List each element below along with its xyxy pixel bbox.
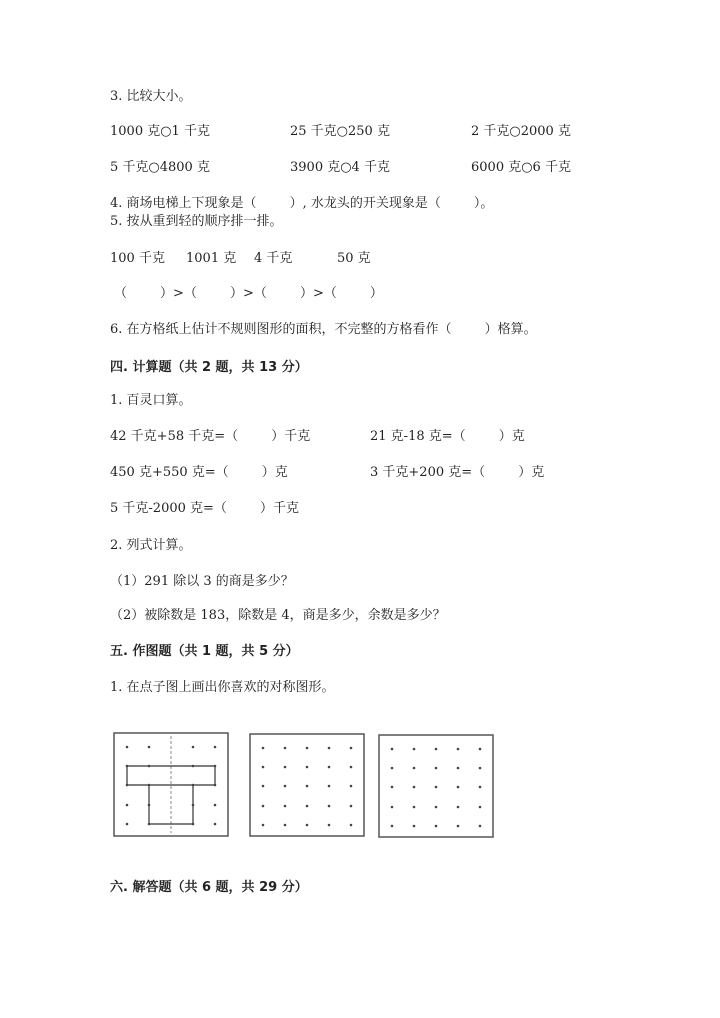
- grid-dot: [435, 767, 438, 770]
- grid-dot: [457, 806, 460, 809]
- grid-dot: [306, 747, 309, 750]
- calc-item: 3 千克+200 克=（ ）克: [370, 465, 545, 480]
- grid-dot: [457, 786, 460, 789]
- grid-dot: [457, 825, 460, 828]
- grid-dot: [126, 746, 129, 749]
- grid-dot: [284, 785, 287, 788]
- grid-dot: [350, 805, 353, 808]
- grid-dot: [262, 747, 265, 750]
- grid-dot: [328, 785, 331, 788]
- section-6-title: 六. 解答题（共 6 题，共 29 分）: [110, 880, 308, 895]
- grid-dot: [306, 766, 309, 769]
- grid-dot: [306, 824, 309, 827]
- weight-item: 50 克: [337, 251, 371, 266]
- grid-dot: [192, 804, 195, 807]
- calc-item: 42 千克+58 千克=（ ）千克: [110, 429, 311, 444]
- grid-dot: [262, 824, 265, 827]
- grid-dot: [457, 748, 460, 751]
- grid-dot: [192, 746, 195, 749]
- section-4-title: 四. 计算题（共 2 题，共 13 分）: [110, 360, 308, 375]
- compare-item: 6000 克○6 千克: [471, 160, 571, 175]
- q3-title: 3. 比较大小。: [110, 89, 192, 104]
- grid-dot: [306, 805, 309, 808]
- dot-grid-blank: [378, 734, 494, 838]
- compare-item: 1000 克○1 千克: [110, 124, 210, 139]
- q2-item: （2）被除数是 183，除数是 4，商是多少，余数是多少？: [110, 608, 446, 623]
- grid-dot: [391, 786, 394, 789]
- q4-text: 4. 商场电梯上下现象是（ ）, 水龙头的开关现象是（ ）。: [110, 196, 494, 211]
- grid-dot: [435, 825, 438, 828]
- grid-dot: [148, 784, 151, 787]
- grid-dot: [214, 823, 217, 826]
- grid-dot: [328, 747, 331, 750]
- grid-dot: [413, 767, 416, 770]
- q5-title: 5. 按从重到轻的顺序排一排。: [110, 214, 283, 229]
- grid-dot: [435, 786, 438, 789]
- grid-dot: [479, 786, 482, 789]
- section-5-title: 五. 作图题（共 1 题，共 5 分）: [110, 644, 299, 659]
- grid-dot: [350, 766, 353, 769]
- grid-dot: [148, 823, 151, 826]
- grid-dot: [479, 748, 482, 751]
- calc-item: 450 克+550 克=（ ）克: [110, 465, 288, 480]
- grid-dot: [192, 784, 195, 787]
- grid-dot: [413, 806, 416, 809]
- grid-dot: [284, 766, 287, 769]
- grid-dot: [391, 748, 394, 751]
- drawing-q1-title: 1. 在点子图上画出你喜欢的对称图形。: [110, 680, 335, 695]
- grid-dot: [391, 806, 394, 809]
- grid-dot: [391, 825, 394, 828]
- order-blanks: （ ）>（ ）>（ ）>（ ）: [114, 286, 383, 301]
- grid-dot: [479, 767, 482, 770]
- grid-dot: [214, 765, 217, 768]
- q6-text: 6. 在方格纸上估计不规则图形的面积，不完整的方格看作（ ）格算。: [110, 322, 537, 337]
- grid-dot: [391, 767, 394, 770]
- grid-dot: [126, 823, 129, 826]
- grid-dot: [350, 747, 353, 750]
- grid-dot: [435, 806, 438, 809]
- grid-dot: [284, 824, 287, 827]
- weight-item: 4 千克: [254, 251, 293, 266]
- calc-item: 5 千克-2000 克=（ ）千克: [110, 501, 299, 516]
- compare-item: 5 千克○4800 克: [110, 160, 210, 175]
- grid-dot: [148, 804, 151, 807]
- grid-dot: [328, 805, 331, 808]
- weight-item: 1001 克: [186, 251, 237, 266]
- grid-dot: [214, 804, 217, 807]
- q2-item: （1）291 除以 3 的商是多少？: [110, 574, 294, 589]
- grid-dot: [435, 748, 438, 751]
- grid-dot: [262, 785, 265, 788]
- weight-item: 100 千克: [110, 251, 165, 266]
- grid-dot: [413, 748, 416, 751]
- compare-item: 3900 克○4 千克: [290, 160, 390, 175]
- grid-dot: [284, 805, 287, 808]
- grid-dot: [284, 747, 287, 750]
- grid-dot: [126, 784, 129, 787]
- calc-item: 21 克-18 克=（ ）克: [370, 429, 525, 444]
- grid-dot: [148, 746, 151, 749]
- grid-dot: [148, 765, 151, 768]
- q1-title: 1. 百灵口算。: [110, 393, 192, 408]
- grid-dot: [192, 823, 195, 826]
- grid-dot: [192, 765, 195, 768]
- grid-dot: [328, 824, 331, 827]
- grid-dot: [350, 824, 353, 827]
- grid-dot: [328, 766, 331, 769]
- grid-dot: [214, 746, 217, 749]
- grid-dot: [413, 786, 416, 789]
- grid-dot: [350, 785, 353, 788]
- dot-grid-blank: [249, 733, 365, 837]
- grid-dot: [214, 784, 217, 787]
- grid-dot: [479, 806, 482, 809]
- grid-dot: [479, 825, 482, 828]
- grid-dot: [413, 825, 416, 828]
- q2-title: 2. 列式计算。: [110, 538, 192, 553]
- grid-dot: [262, 766, 265, 769]
- grid-dot: [457, 767, 460, 770]
- dot-grid-example: [113, 732, 229, 837]
- grid-dot: [306, 785, 309, 788]
- grid-dot: [126, 765, 129, 768]
- grid-dot: [262, 805, 265, 808]
- compare-item: 2 千克○2000 克: [471, 124, 571, 139]
- compare-item: 25 千克○250 克: [290, 124, 390, 139]
- grid-dot: [126, 804, 129, 807]
